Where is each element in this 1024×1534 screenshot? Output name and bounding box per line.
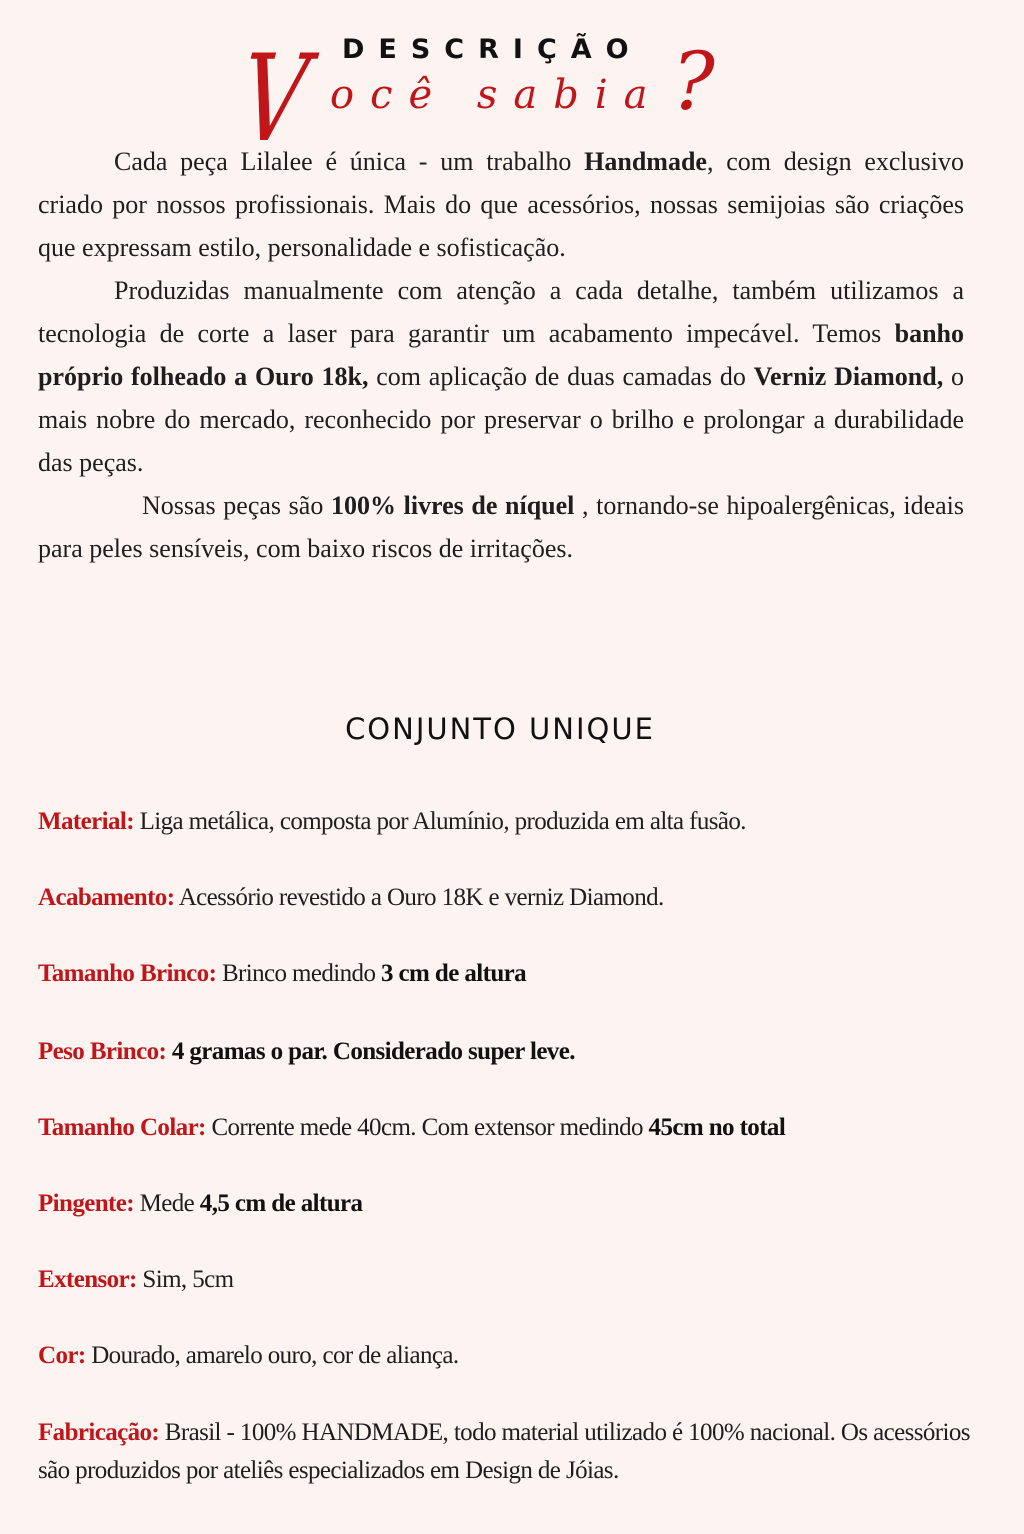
spec-value-bold: 4 gramas o par. Considerado super leve.	[166, 1038, 575, 1065]
spec-label: Cor:	[38, 1342, 86, 1369]
spec-label: Extensor:	[38, 1266, 137, 1293]
spec-value: Brinco medindo	[216, 960, 381, 987]
bold-run: 100% livres de níquel	[330, 491, 575, 520]
bold-run: banho próprio folheado a Ouro 18k,	[38, 319, 964, 391]
question-mark-decoration: ?	[672, 35, 715, 128]
spec-item-tamanho-brinco	[38, 960, 526, 988]
spec-item-peso-brinco	[38, 1038, 575, 1066]
spec-item-material	[38, 808, 746, 836]
spec-item-acabamento	[38, 884, 664, 912]
spec-value-bold: 4,5 cm de altura	[199, 1190, 363, 1217]
spec-value: Acessório revestido a Ouro 18K e verniz Diamond.	[174, 884, 664, 911]
spec-item-cor	[38, 1342, 459, 1370]
spec-label: Peso Brinco:	[38, 1038, 167, 1065]
spec-value: Liga metálica, composta por Alumínio, produzida em alta fusão.	[133, 808, 746, 835]
text-run: Produzidas manualmente com atenção a cada detalhe, também utilizamos a tecnologia de corte a laser para garantir um acabamento impecável. Temos	[38, 276, 964, 348]
intro-paragraph-2	[38, 269, 964, 484]
text-run: o mais nobre do mercado, reconhecido por preservar o brilho e prolongar a durabilidade das peças.	[38, 362, 964, 477]
spec-value: Dourado, amarelo ouro, cor de aliança.	[85, 1342, 459, 1369]
spec-label: Acabamento:	[38, 884, 175, 911]
spec-label: Tamanho Colar:	[38, 1114, 206, 1141]
script-initial-v: V	[234, 30, 315, 169]
text-run: , tornando-se hipoalergênicas, ideais para peles sensíveis, com baixo riscos de irritações.	[38, 491, 964, 563]
spec-item-pingente	[38, 1190, 362, 1218]
section-title: CONJUNTO UNIQUE	[345, 712, 655, 746]
text-run: com aplicação de duas camadas do	[368, 362, 754, 391]
spec-label: Material:	[38, 808, 134, 835]
spec-value: Brasil - 100% HANDMADE, todo material utilizado é 100% nacional. Os acessórios são produzidos por ateliês especializados em Design de Jóias.	[38, 1419, 970, 1484]
spec-label: Tamanho Brinco:	[38, 960, 217, 987]
text-run: Nossas peças são	[142, 491, 331, 520]
spec-item-tamanho-colar	[38, 1114, 785, 1142]
spec-value: Sim, 5cm	[136, 1266, 234, 1293]
script-subtitle: ocê sabia	[330, 72, 664, 118]
bold-run: Handmade	[584, 147, 707, 176]
intro-text	[38, 140, 964, 570]
spec-label: Pingente:	[38, 1190, 134, 1217]
spec-value: Mede	[133, 1190, 200, 1217]
text-run: , com design exclusivo criado por nossos profissionais. Mais do que acessórios, nossas semijoias são criações que expressam estilo, personalidade e sofisticação.	[38, 147, 964, 262]
spec-value-bold: 45cm no total	[648, 1114, 786, 1141]
spec-value: Corrente mede 40cm. Com extensor medindo	[205, 1114, 649, 1141]
spec-item-fabricacao	[38, 1414, 978, 1490]
spec-value-bold: 3 cm de altura	[381, 960, 527, 987]
spec-label: Fabricação:	[38, 1419, 160, 1446]
intro-paragraph-1	[38, 140, 964, 269]
spec-item-extensor	[38, 1266, 233, 1294]
bold-run: Verniz Diamond,	[753, 362, 944, 391]
description-title: DESCRIÇÃO	[342, 34, 643, 65]
intro-paragraph-3	[38, 484, 964, 570]
text-run: Cada peça Lilalee é única - um trabalho	[114, 147, 585, 176]
